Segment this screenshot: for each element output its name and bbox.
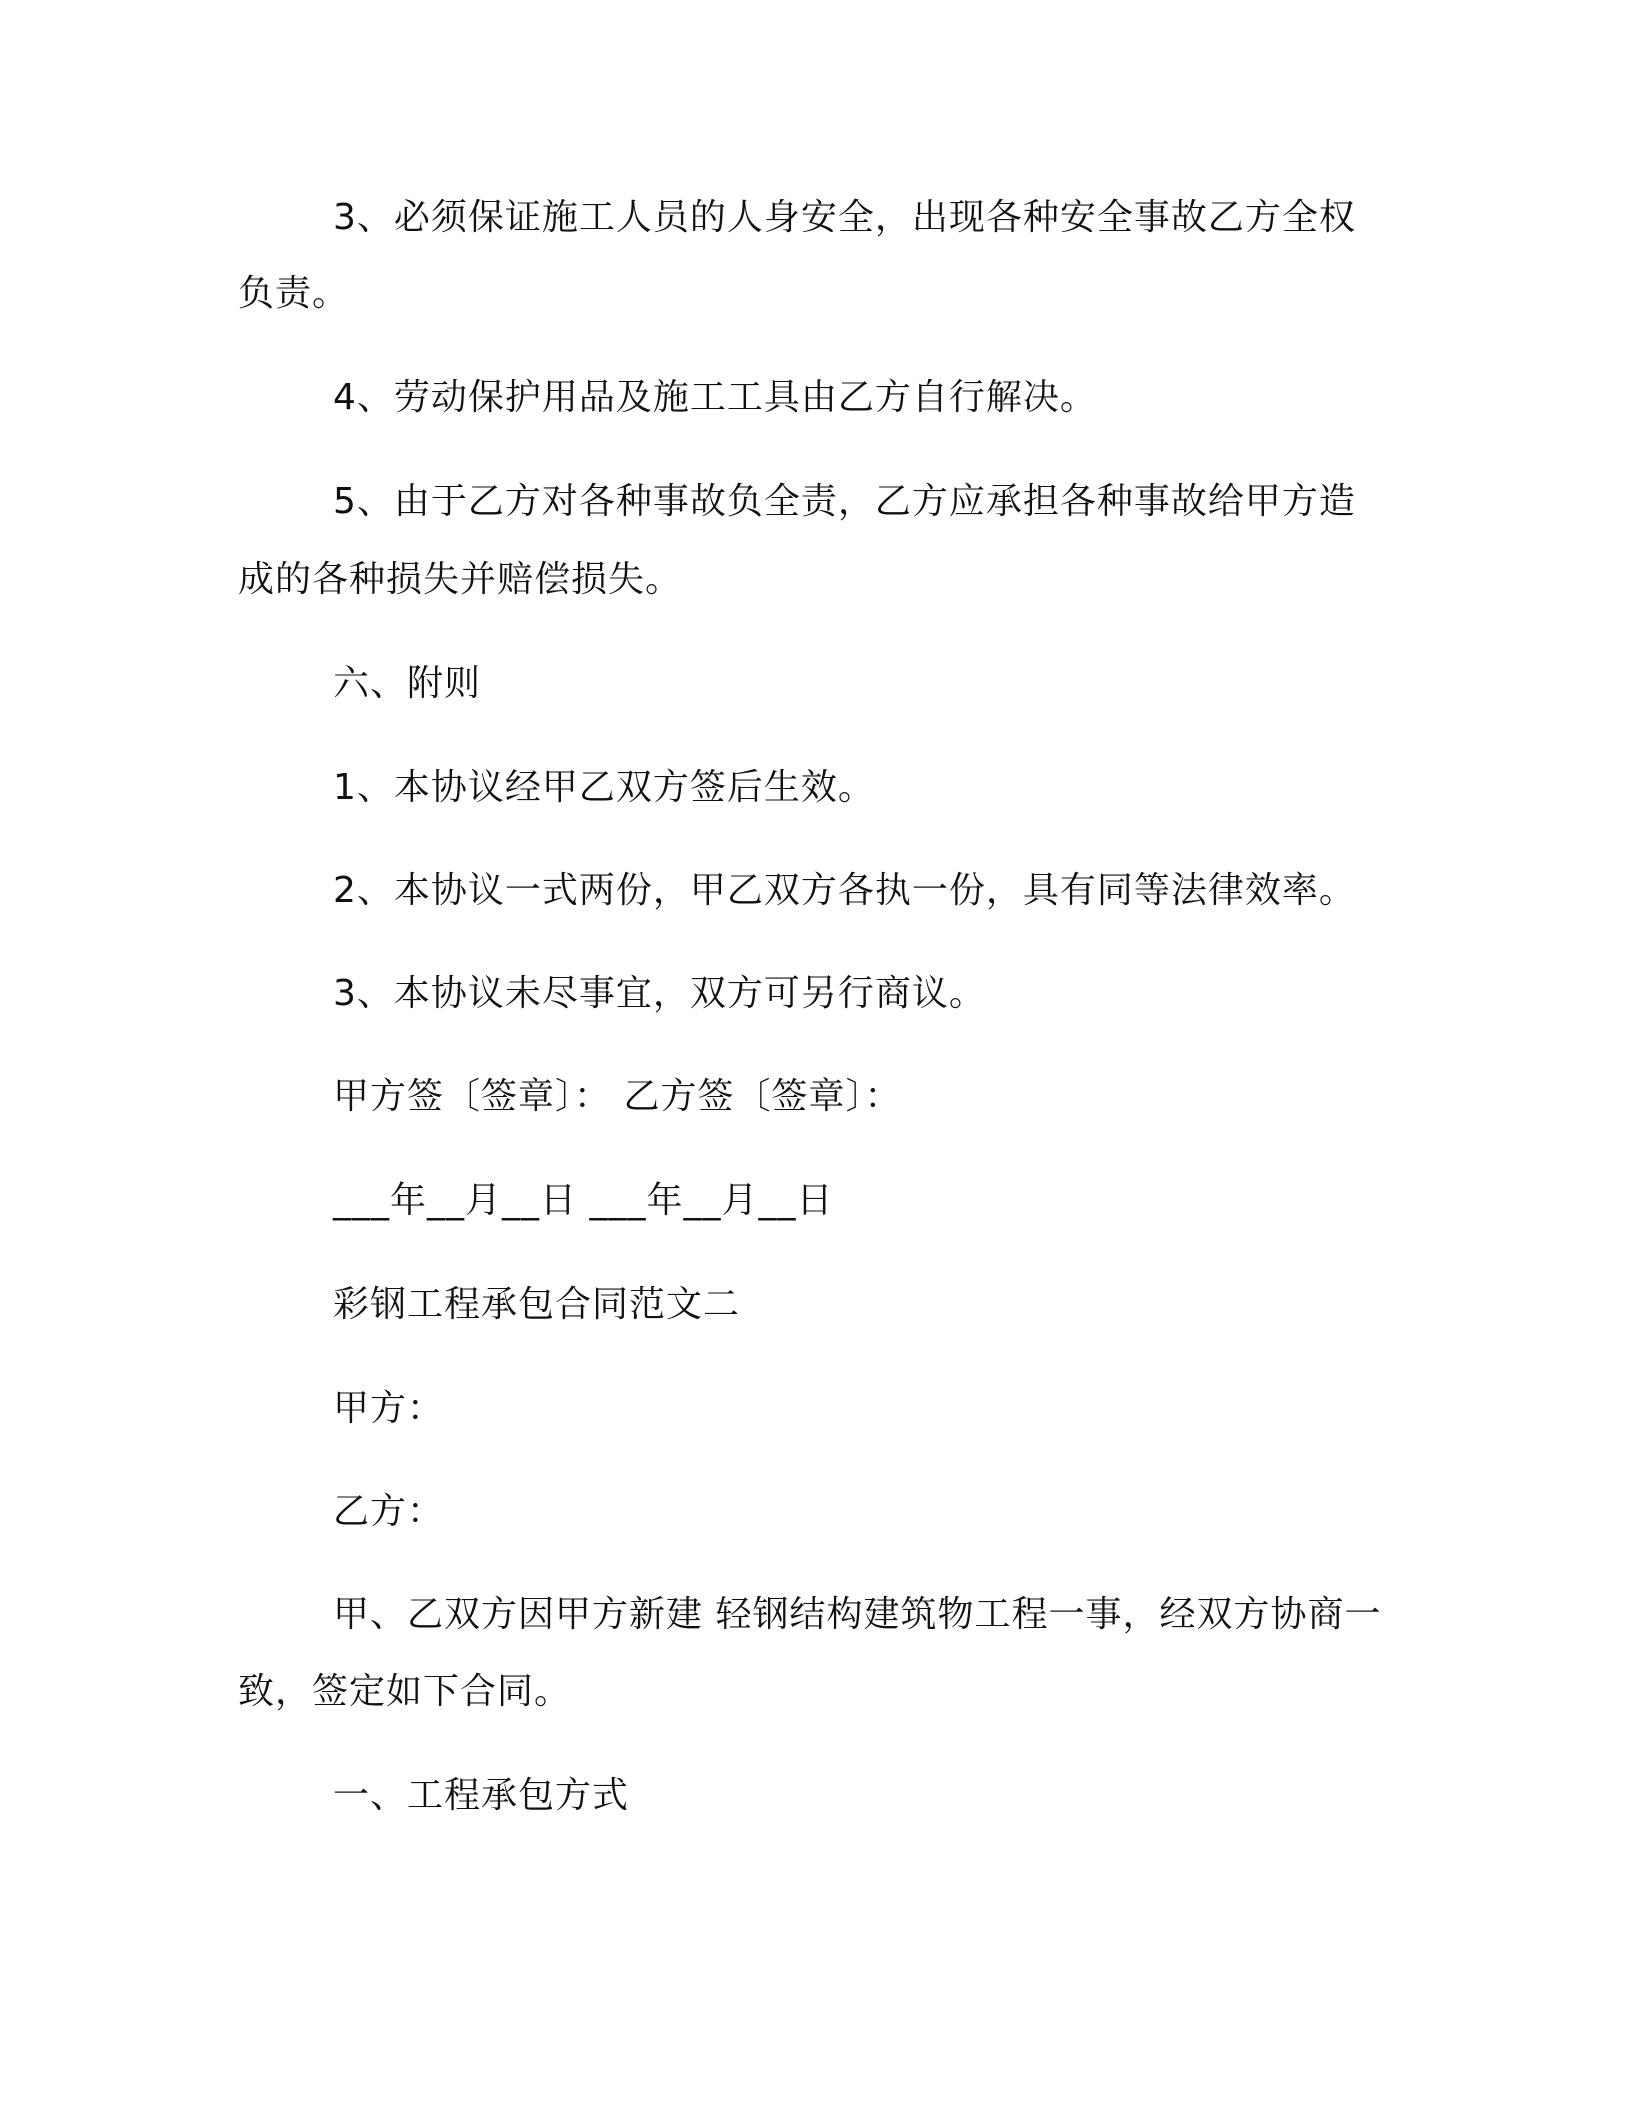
paragraph-line: 1、本协议经甲乙双方签后生效。: [333, 767, 875, 808]
signature-line: 甲方签〔签章〕： 乙方签〔签章〕：: [333, 1076, 902, 1117]
paragraph-line: 成的各种损失并赔偿损失。: [238, 559, 683, 600]
paragraph-line: 2、本协议一式两份，甲乙双方各执一份，具有同等法律效率。: [333, 870, 1356, 911]
paragraph-line: 致，签定如下合同。: [238, 1671, 572, 1712]
document-title: 彩钢工程承包合同范文二: [333, 1284, 741, 1325]
section-heading: 六、附则: [333, 663, 482, 704]
paragraph-line: 3、本协议未尽事宜，双方可另行商议。: [333, 973, 986, 1014]
party-a-line: 甲方：: [333, 1388, 445, 1429]
party-b-line: 乙方：: [333, 1491, 445, 1532]
paragraph-line: 负责。: [238, 273, 350, 314]
paragraph-line: 甲、乙双方因甲方新建 轻钢结构建筑物工程一事，经双方协商一: [333, 1594, 1382, 1635]
paragraph-line: 5、由于乙方对各种事故负全责，乙方应承担各种事故给甲方造: [333, 481, 1356, 522]
date-line: ___年__月__日 ___年__月__日: [333, 1180, 834, 1221]
paragraph-line: 3、必须保证施工人员的人身安全，出现各种安全事故乙方全权: [333, 197, 1356, 238]
paragraph-line: 4、劳动保护用品及施工工具由乙方自行解决。: [333, 377, 1097, 418]
section-heading: 一、工程承包方式: [333, 1775, 630, 1816]
